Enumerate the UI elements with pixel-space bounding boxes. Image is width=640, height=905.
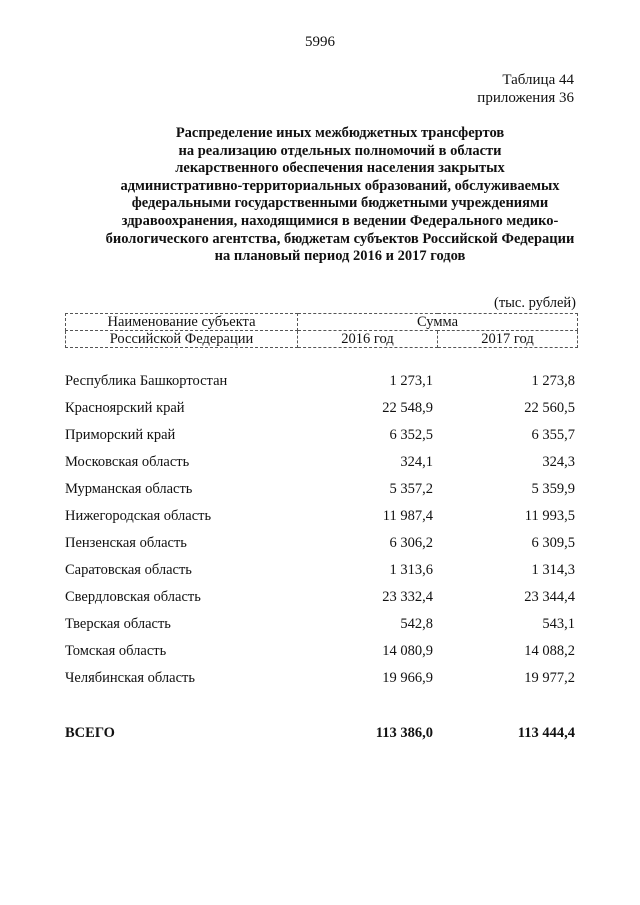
- title-line: на реализацию отдельных полномочий в области: [178, 142, 502, 159]
- total-2016: 113 386,0: [375, 725, 433, 741]
- region-name: Мурманская область: [65, 481, 193, 497]
- value-2016: 1 313,6: [389, 562, 433, 578]
- region-name: Свердловская область: [65, 589, 201, 605]
- region-name: Красноярский край: [65, 400, 185, 416]
- table-header: [65, 313, 578, 348]
- total-2017: 113 444,4: [517, 725, 575, 741]
- total-label: ВСЕГО: [65, 725, 115, 741]
- region-name: Республика Башкортостан: [65, 373, 228, 389]
- table-row: [65, 479, 576, 499]
- table-reference: [477, 71, 574, 107]
- value-2017: 1 314,3: [531, 562, 575, 578]
- value-2017: 11 993,5: [524, 508, 575, 524]
- value-2016: 324,1: [400, 454, 433, 470]
- appendix-number: приложения 36: [477, 90, 574, 106]
- value-2016: 11 987,4: [382, 508, 433, 524]
- table-row: [65, 641, 576, 661]
- document-title: [90, 125, 590, 266]
- column-header-name-line1: Наименование субъекта: [66, 314, 298, 331]
- table-row: [65, 560, 576, 580]
- value-2017: 5 359,9: [531, 481, 575, 497]
- table-row: [65, 587, 576, 607]
- table-row: [65, 398, 576, 418]
- table-row: [65, 668, 576, 688]
- value-2016: 19 966,9: [382, 670, 433, 686]
- table-row: [65, 614, 576, 634]
- value-2017: 19 977,2: [524, 670, 575, 686]
- title-line: федеральными государственными бюджетными учреждениями: [131, 195, 549, 212]
- title-line: Распределение иных межбюджетных трансфертов: [175, 125, 505, 141]
- region-name: Нижегородская область: [65, 508, 212, 524]
- value-2017: 6 355,7: [531, 427, 575, 443]
- value-2016: 5 357,2: [389, 481, 433, 497]
- region-name: Приморский край: [65, 427, 176, 443]
- table-row: [65, 506, 576, 526]
- table-row: [65, 533, 576, 553]
- value-2017: 14 088,2: [524, 643, 575, 659]
- region-name: Томская область: [65, 643, 167, 659]
- table-row: [65, 425, 576, 445]
- value-2016: 1 273,1: [389, 373, 433, 389]
- region-name: Саратовская область: [65, 562, 192, 578]
- total-row: [65, 723, 576, 743]
- value-2017: 324,3: [542, 454, 575, 470]
- title-line: административно-территориальных образований, обслуживаемых: [120, 177, 560, 194]
- value-2017: 543,1: [542, 616, 575, 632]
- value-2017: 6 309,5: [531, 535, 575, 551]
- value-2017: 23 344,4: [524, 589, 575, 605]
- table-row: [65, 371, 576, 391]
- value-2016: 6 352,5: [389, 427, 433, 443]
- value-2017: 1 273,8: [531, 373, 575, 389]
- title-line: лекарственного обеспечения населения закрытых: [175, 160, 505, 177]
- table-number: Таблица 44: [502, 72, 574, 88]
- column-header-sum: Сумма: [298, 314, 578, 331]
- value-2016: 542,8: [400, 616, 433, 632]
- value-2016: 14 080,9: [382, 643, 433, 659]
- title-line: на плановый период 2016 и 2017 годов: [214, 248, 466, 265]
- value-2016: 23 332,4: [382, 589, 433, 605]
- column-header-name-line2: Российской Федерации: [66, 331, 298, 348]
- column-header-2016: 2016 год: [298, 331, 438, 348]
- page-number: 5996: [305, 34, 335, 50]
- value-2016: 22 548,9: [382, 400, 433, 416]
- value-2016: 6 306,2: [389, 535, 433, 551]
- title-line: здравоохранения, находящимися в ведении Федерального медико-: [121, 212, 559, 229]
- region-name: Тверская область: [65, 616, 171, 632]
- region-name: Челябинская область: [65, 670, 195, 686]
- units-label: (тыс. рублей): [494, 295, 576, 311]
- table-row: [65, 452, 576, 472]
- region-name: Пензенская область: [65, 535, 187, 551]
- value-2017: 22 560,5: [524, 400, 575, 416]
- title-line: биологического агентства, бюджетам субъектов Российской Федерации: [105, 230, 575, 247]
- region-name: Московская область: [65, 454, 190, 470]
- column-header-2017: 2017 год: [438, 331, 578, 348]
